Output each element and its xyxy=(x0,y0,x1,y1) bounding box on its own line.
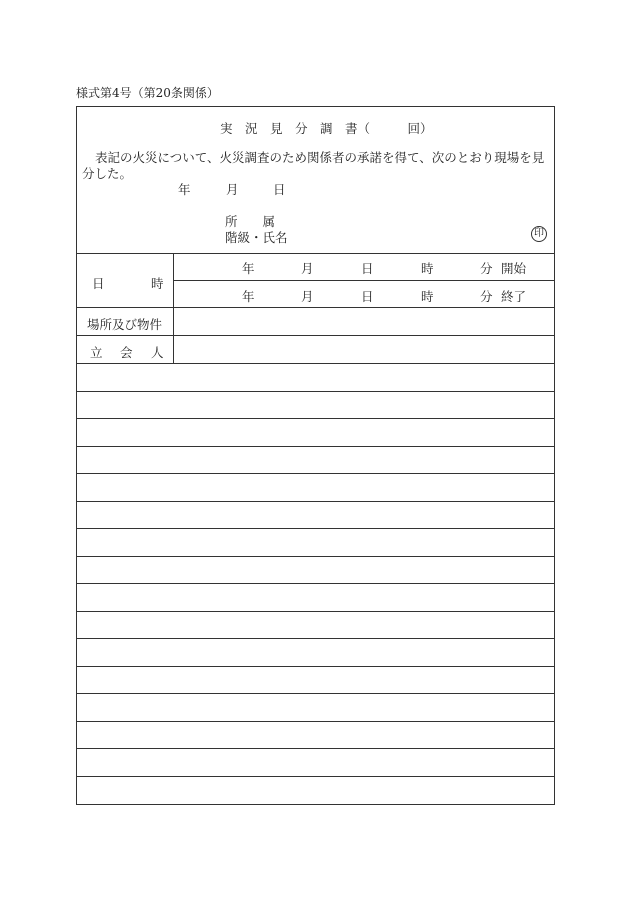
start-minute: 分 xyxy=(480,261,493,276)
writing-line[interactable] xyxy=(77,502,554,529)
writing-line[interactable] xyxy=(77,584,554,612)
place-label: 場所及び物件 xyxy=(87,317,163,332)
start-day: 日 xyxy=(361,261,374,276)
survey-form xyxy=(76,106,555,805)
end-hour: 時 xyxy=(421,289,434,304)
witness-label-cell xyxy=(77,336,174,363)
writing-line[interactable] xyxy=(77,557,554,584)
place-label-cell xyxy=(77,308,174,335)
writing-line[interactable] xyxy=(77,749,554,777)
start-year: 年 xyxy=(242,261,255,276)
start-time-line xyxy=(174,253,554,281)
writing-line[interactable] xyxy=(77,419,554,447)
date-day: 日 xyxy=(273,182,286,197)
affiliation-label: 所 属 xyxy=(225,214,276,229)
rank-name-label: 階級・氏名 xyxy=(225,230,288,245)
start-month: 月 xyxy=(301,261,314,276)
witness-char-3: 人 xyxy=(151,345,164,360)
datetime-row xyxy=(77,253,554,308)
seal-icon: 印 xyxy=(531,226,547,242)
writing-line[interactable] xyxy=(77,364,554,392)
end-year: 年 xyxy=(242,289,255,304)
date-month: 月 xyxy=(226,182,239,197)
witness-char-1: 立 xyxy=(90,345,103,360)
label-day: 日 xyxy=(92,276,105,291)
end-time-line xyxy=(174,281,554,308)
form-title: 実 況 見 分 調 書（ 回） xyxy=(220,121,433,136)
writing-line[interactable] xyxy=(77,777,554,804)
writing-line[interactable] xyxy=(77,667,554,694)
statement-text: 表記の火災について、火災調査のため関係者の承諾を得て、次のとおり現場を見分した。 xyxy=(82,150,545,181)
end-day: 日 xyxy=(361,289,374,304)
writing-line[interactable] xyxy=(77,392,554,419)
form-header xyxy=(77,107,554,254)
writing-line[interactable] xyxy=(77,474,554,502)
witness-row xyxy=(77,336,554,364)
witness-char-2: 会 xyxy=(120,345,133,360)
end-status: 終了 xyxy=(501,289,527,304)
writing-line[interactable] xyxy=(77,447,554,474)
start-status: 開始 xyxy=(501,261,527,276)
end-minute: 分 xyxy=(480,289,493,304)
place-row xyxy=(77,308,554,336)
date-year: 年 xyxy=(178,182,191,197)
writing-line[interactable] xyxy=(77,612,554,639)
writing-line[interactable] xyxy=(77,639,554,667)
start-hour: 時 xyxy=(421,261,434,276)
label-time: 時 xyxy=(151,276,164,291)
end-month: 月 xyxy=(301,289,314,304)
writing-line[interactable] xyxy=(77,722,554,749)
datetime-label xyxy=(77,253,174,307)
writing-line[interactable] xyxy=(77,529,554,557)
writing-line[interactable] xyxy=(77,694,554,722)
form-number-label: 様式第4号（第20条関係） xyxy=(76,86,219,100)
